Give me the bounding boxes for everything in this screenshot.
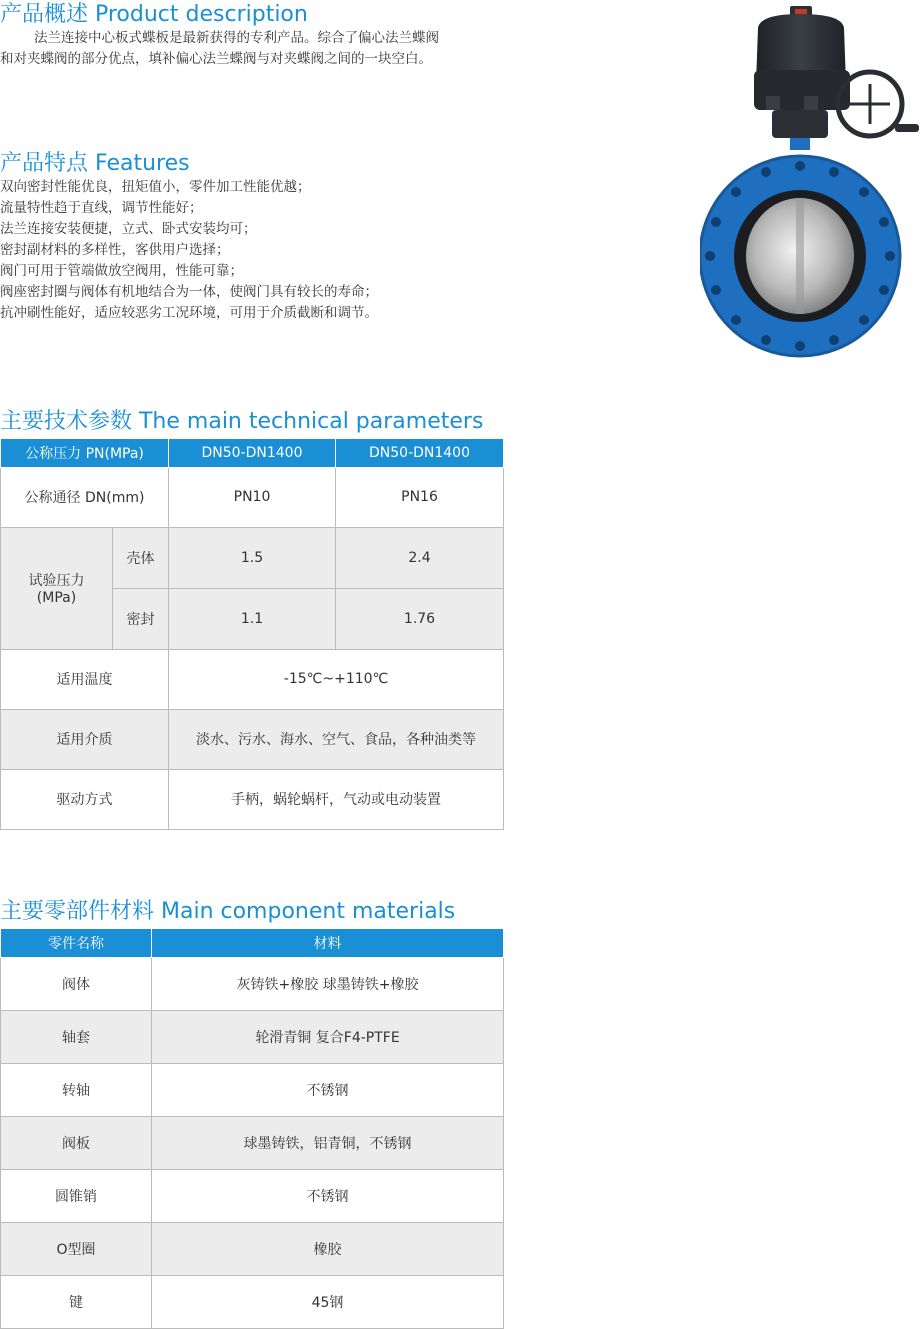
part-material: 橡胶 [152, 1222, 504, 1275]
table-row [1, 1116, 504, 1169]
part-name: 阀板 [1, 1116, 152, 1169]
row-label: 公称通径 DN(mm) [1, 467, 169, 527]
table-cell: 1.5 [169, 527, 336, 588]
description-text [0, 28, 510, 70]
feature-item: 法兰连接安装便捷，立式、卧式安装均可； [0, 221, 257, 237]
table-row [1, 649, 504, 709]
params-table [0, 439, 504, 830]
table-cell: 手柄，蜗轮蜗杆，气动或电动装置 [169, 769, 504, 829]
table-cell: 2.4 [336, 527, 504, 588]
params-header-cell: DN50-DN1400 [169, 439, 336, 467]
features-list [0, 177, 378, 324]
description-title: 产品概述 Product description [0, 2, 308, 27]
part-name: 阀体 [1, 957, 152, 1010]
description-line: 法兰连接中心板式蝶板是最新获得的专利产品。综合了偏心法兰蝶阀 [34, 30, 439, 46]
butterfly-valve-icon [700, 0, 921, 360]
table-row [1, 1063, 504, 1116]
materials-header-cell: 材料 [152, 929, 504, 957]
params-header-row [1, 439, 504, 467]
part-name: O型圈 [1, 1222, 152, 1275]
materials-header-row [1, 929, 504, 957]
params-header-cell: 公称压力 PN(MPa) [1, 439, 169, 467]
table-row [1, 709, 504, 769]
part-name: 轴套 [1, 1010, 152, 1063]
table-cell: PN10 [169, 467, 336, 527]
feature-item: 密封副材料的多样性，客供用户选择； [0, 242, 230, 258]
row-label [1, 527, 113, 649]
test-label-unit: (MPa) [36, 590, 77, 606]
part-name: 圆锥销 [1, 1169, 152, 1222]
table-cell: 淡水、污水、海水、空气、食品，各种油类等 [169, 709, 504, 769]
row-label: 适用温度 [1, 649, 169, 709]
table-cell: PN16 [336, 467, 504, 527]
part-material: 灰铸铁+橡胶 球墨铸铁+橡胶 [152, 957, 504, 1010]
table-row [1, 957, 504, 1010]
row-label: 适用介质 [1, 709, 169, 769]
params-header-cell: DN50-DN1400 [336, 439, 504, 467]
table-row [1, 527, 504, 588]
table-cell: 1.1 [169, 588, 336, 649]
table-row [1, 769, 504, 829]
table-row [1, 1010, 504, 1063]
part-material: 45钢 [152, 1275, 504, 1328]
row-label: 驱动方式 [1, 769, 169, 829]
test-label-line: 试验压力 [28, 573, 85, 589]
feature-item: 双向密封性能优良，扭矩值小，零件加工性能优越； [0, 179, 311, 195]
part-material: 轮滑青铜 复合F4-PTFE [152, 1010, 504, 1063]
feature-item: 阀座密封圈与阀体有机地结合为一体，使阀门具有较长的寿命； [0, 284, 378, 300]
materials-table [0, 929, 504, 1329]
table-row [1, 1222, 504, 1275]
sub-label: 壳体 [113, 527, 169, 588]
table-cell: 1.76 [336, 588, 504, 649]
table-row [1, 1275, 504, 1328]
table-row [1, 467, 504, 527]
sub-label: 密封 [113, 588, 169, 649]
params-title: 主要技术参数 The main technical parameters [0, 409, 484, 434]
feature-item: 阀门可用于管端做放空阀用，性能可靠； [0, 263, 243, 279]
features-title: 产品特点 Features [0, 151, 190, 176]
materials-title: 主要零部件材料 Main component materials [0, 899, 456, 924]
part-material: 球墨铸铁，铝青铜，不锈钢 [152, 1116, 504, 1169]
part-material: 不锈钢 [152, 1169, 504, 1222]
table-cell: -15℃~+110℃ [169, 649, 504, 709]
feature-item: 抗冲刷性能好，适应较恶劣工况环境，可用于介质截断和调节。 [0, 305, 378, 321]
description-line: 和对夹蝶阀的部分优点，填补偏心法兰蝶阀与对夹蝶阀之间的一块空白。 [0, 51, 432, 67]
part-name: 转轴 [1, 1063, 152, 1116]
materials-header-cell: 零件名称 [1, 929, 152, 957]
table-row [1, 1169, 504, 1222]
feature-item: 流量特性趋于直线，调节性能好； [0, 200, 203, 216]
part-material: 不锈钢 [152, 1063, 504, 1116]
part-name: 键 [1, 1275, 152, 1328]
